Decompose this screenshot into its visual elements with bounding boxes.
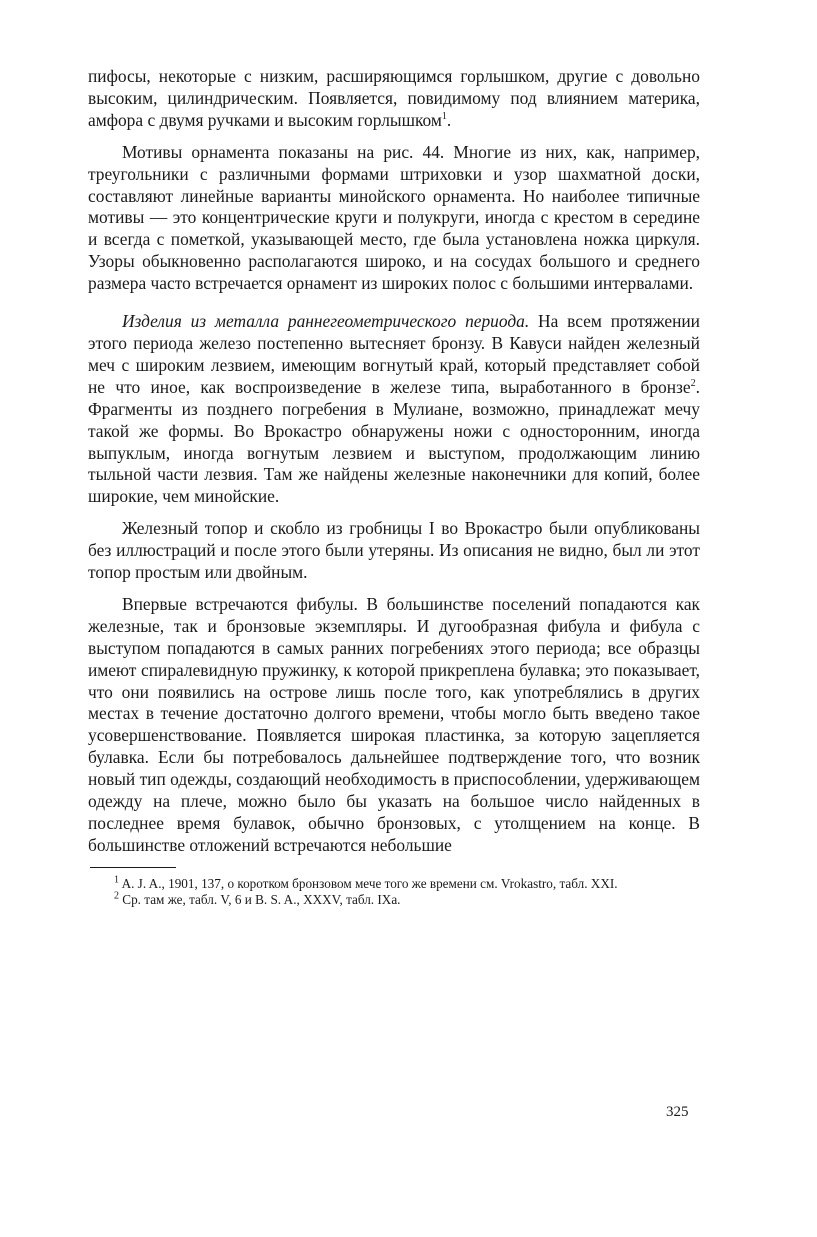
footnote-2-text: Ср. там же, табл. V, 6 и B. S. A., XXXV, табл. IXa. <box>119 892 401 908</box>
paragraph-3 <box>88 311 700 508</box>
paragraph-1 <box>88 66 700 132</box>
paragraph-5: Впервые встречаются фибулы. В большинстве поселений попадаются как железные, так и бронзовые экземпляры. И дугообразная фибула и фибула с выступом попадаются в самых ранних погребениях этого периода; все образцы имеют спиралевидную пружинку, к которой прикреплена булавка; это показывает, что они появились на острове лишь после того, как употреблялись в других местах в течение достаточно долгого времени, чтобы могло быть введено такое усовершенствование. Появляется широкая пластинка, за которую зацепляется булавка. Если бы потребовалось дальнейшее подтверждение того, что возник новый тип одежды, создающий необходимость в приспособлении, удерживающем одежду на плече, можно было бы указать на большое число найденных в последнее время булавок, обычно бронзовых, с утолщением на конце. В большинстве отложений встречаются небольшие <box>88 593 700 855</box>
paragraph-3-rest: . Фрагменты из позднего погребения в Мулиане, возможно, принадлежат мечу такой же формы. Во Врокастро обнаружены ножи с односторонним, иногда выпуклым, иногда вогнутым лезвием и выступом, продолжающим линию тыльной части лезвия. Там же найдены железные наконечники для копий, более широкие, чем минойские. <box>88 376 700 507</box>
paragraph-2: Мотивы орнамента показаны на рис. 44. Многие из них, как, например, треугольники с различными формами штриховки и узор шахматной доски, составляют линейные варианты минойского орнамента. Но наиболее типичные мотивы — это концентрические круги и полукруги, иногда с крестом в середине и всегда с пометкой, указывающей место, где была установлена ножка циркуля. Узоры обыкновенно располагаются широко, и на сосудах большого и среднего размера часто встречается орнамент из широких полос с большими интервалами. <box>88 141 700 294</box>
footnote-1-marker: 1 <box>114 874 119 886</box>
footnote-ref-1: 1 <box>441 111 447 123</box>
paragraph-3-text: На всем протяжении этого периода железо постепенно вытесняет бронзу. В Кавуси найден железный меч с широким лезвием, имеющим вогнутый край, который представляет собой не что иное, как воспроизведение в железе типа, выработанного в бронзе <box>88 311 700 397</box>
section-lead-heading: Изделия из металла раннегеометрического периода. <box>122 311 530 332</box>
spacer <box>88 508 700 518</box>
footnote-1 <box>88 876 700 893</box>
spacer <box>88 295 700 311</box>
footnote-2-marker: 2 <box>114 890 119 902</box>
page-body <box>88 66 700 909</box>
footnote-ref-2: 2 <box>690 377 696 389</box>
footnote-divider <box>90 867 176 868</box>
footnote-1-text: A. J. A., 1901, 137, о коротком бронзовом мече того же времени см. Vrokastro, табл. XXI. <box>119 875 618 891</box>
paragraph-4: Железный топор и скобло из гробницы I во Врокастро были опубликованы без иллюстраций и после этого были утеряны. Из описания не видно, был ли этот топор простым или двойным. <box>88 518 700 583</box>
paragraph-1-text: пифосы, некоторые с низким, расширяющимся горлышком, другие с довольно высоким, цилиндрическим. Появляется, повидимому под влиянием материка, амфора с двумя ручками и высоким горлышком <box>88 66 700 130</box>
spacer <box>88 132 700 142</box>
footnote-2 <box>88 892 700 909</box>
spacer <box>88 584 700 594</box>
page-number: 325 <box>666 1104 689 1120</box>
paragraph-1-end: . <box>446 109 452 130</box>
